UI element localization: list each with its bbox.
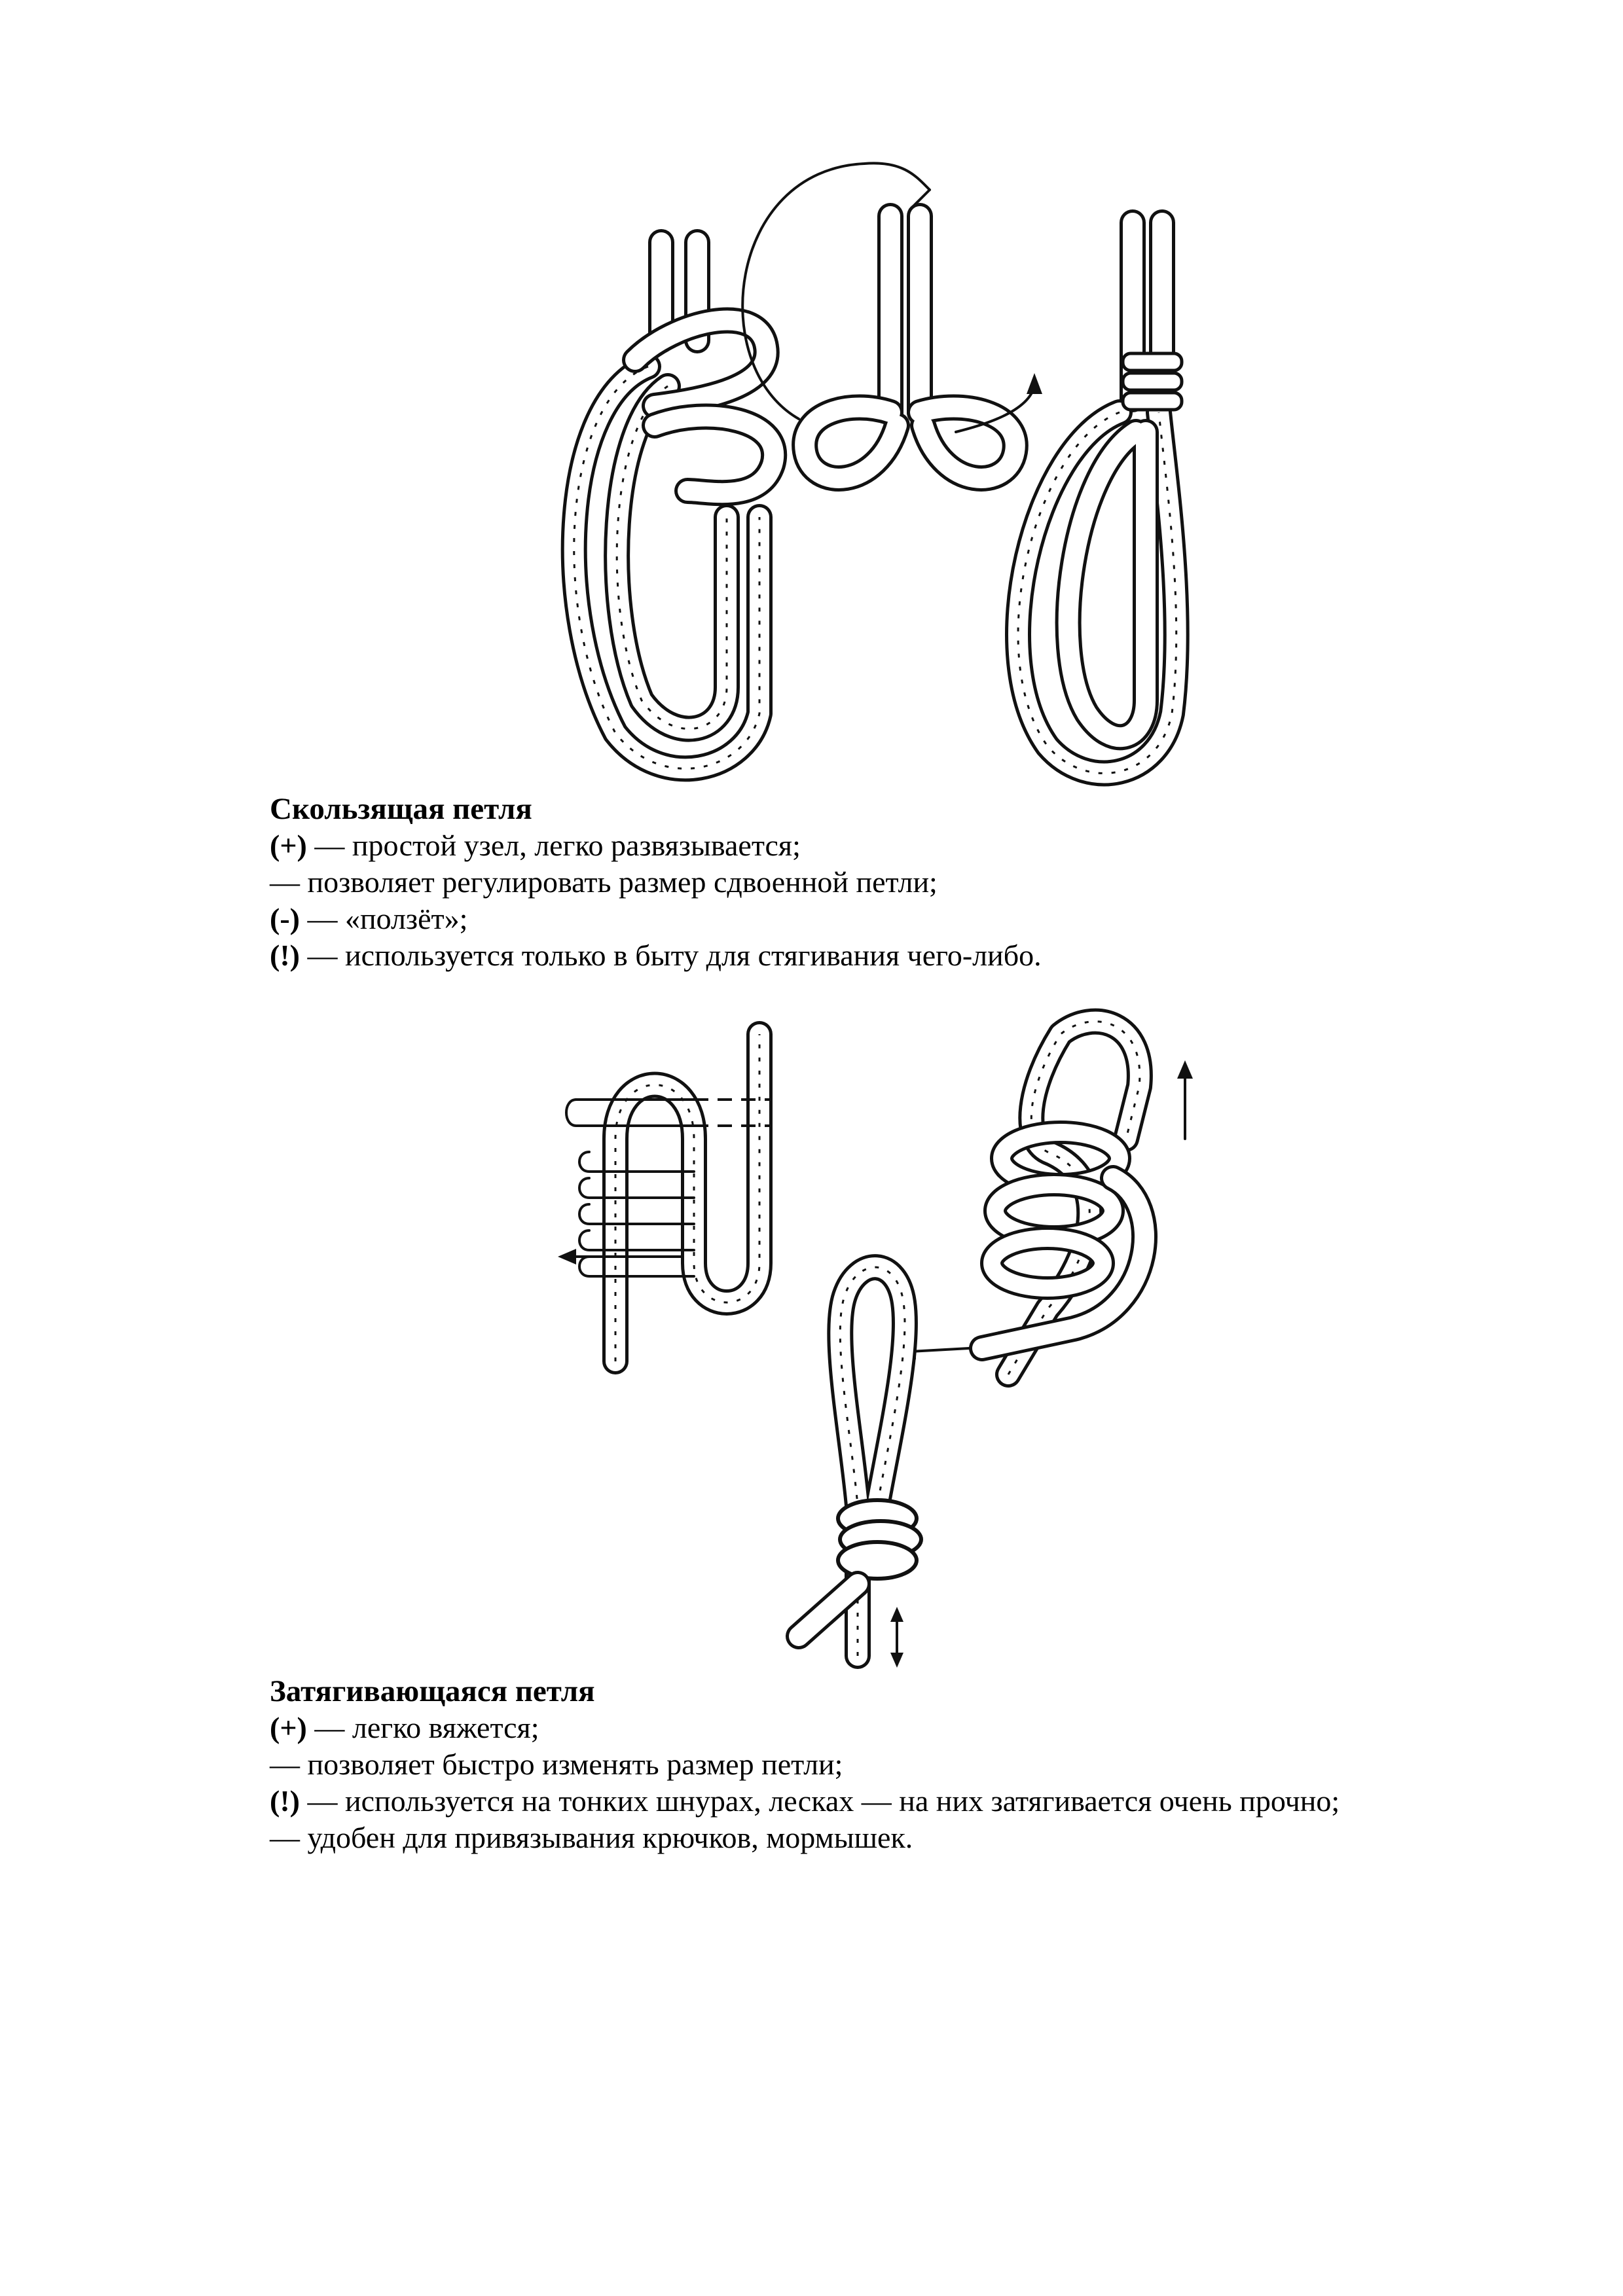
line-text: — позволяет быстро изменять размер петли; <box>270 1748 843 1781</box>
sliding-loop-title: Скользящая петля <box>270 792 532 826</box>
sliding-loop-line-3 <box>270 901 1514 937</box>
sliding-loop-illustration <box>511 151 1231 805</box>
tightening-loop-step-left <box>558 1034 773 1361</box>
sliding-loop-line-4 <box>270 937 1514 974</box>
tightening-loop-step-right <box>897 1022 1193 1374</box>
line-text: — используется на тонких шнурах, лесках — на них затягивается очень прочно; <box>299 1784 1340 1818</box>
sliding-loop-step-middle <box>742 163 1042 478</box>
line-text: — позволяет регулировать размер сдвоенной петли; <box>270 865 938 899</box>
line-text: — используется только в быту для стягивания чего-либо. <box>299 939 1042 972</box>
tightening-loop-drawing <box>550 1008 1257 1669</box>
line-text: — «ползёт»; <box>299 902 468 935</box>
tightening-loop-line-2 <box>270 1746 1514 1783</box>
tightening-loop-line-1 <box>270 1710 1514 1746</box>
sliding-loop-step-right <box>1018 223 1182 773</box>
minus-mark: (-) <box>270 902 300 935</box>
line-text: — легко вяжется; <box>306 1711 539 1744</box>
tightening-loop-line-4 <box>270 1820 1514 1856</box>
tightening-loop-title: Затягивающаяся петля <box>270 1674 595 1708</box>
note-mark: (!) <box>270 1784 300 1818</box>
sliding-loop-drawing <box>511 151 1231 805</box>
sliding-loop-line-2 <box>270 864 1514 901</box>
plus-mark: (+) <box>270 829 307 862</box>
sliding-loop-section <box>270 791 1514 974</box>
tightening-loop-illustration <box>550 1008 1257 1669</box>
note-mark: (!) <box>270 939 300 972</box>
sliding-loop-line-1 <box>270 827 1514 864</box>
plus-mark: (+) <box>270 1711 307 1744</box>
tightening-loop-section <box>270 1673 1514 1856</box>
tightening-loop-line-3 <box>270 1783 1514 1820</box>
tightening-loop-step-bottom <box>799 1267 921 1668</box>
line-text: — удобен для привязывания крючков, мормышек. <box>270 1821 913 1854</box>
line-text: — простой узел, легко развязывается; <box>306 829 801 862</box>
